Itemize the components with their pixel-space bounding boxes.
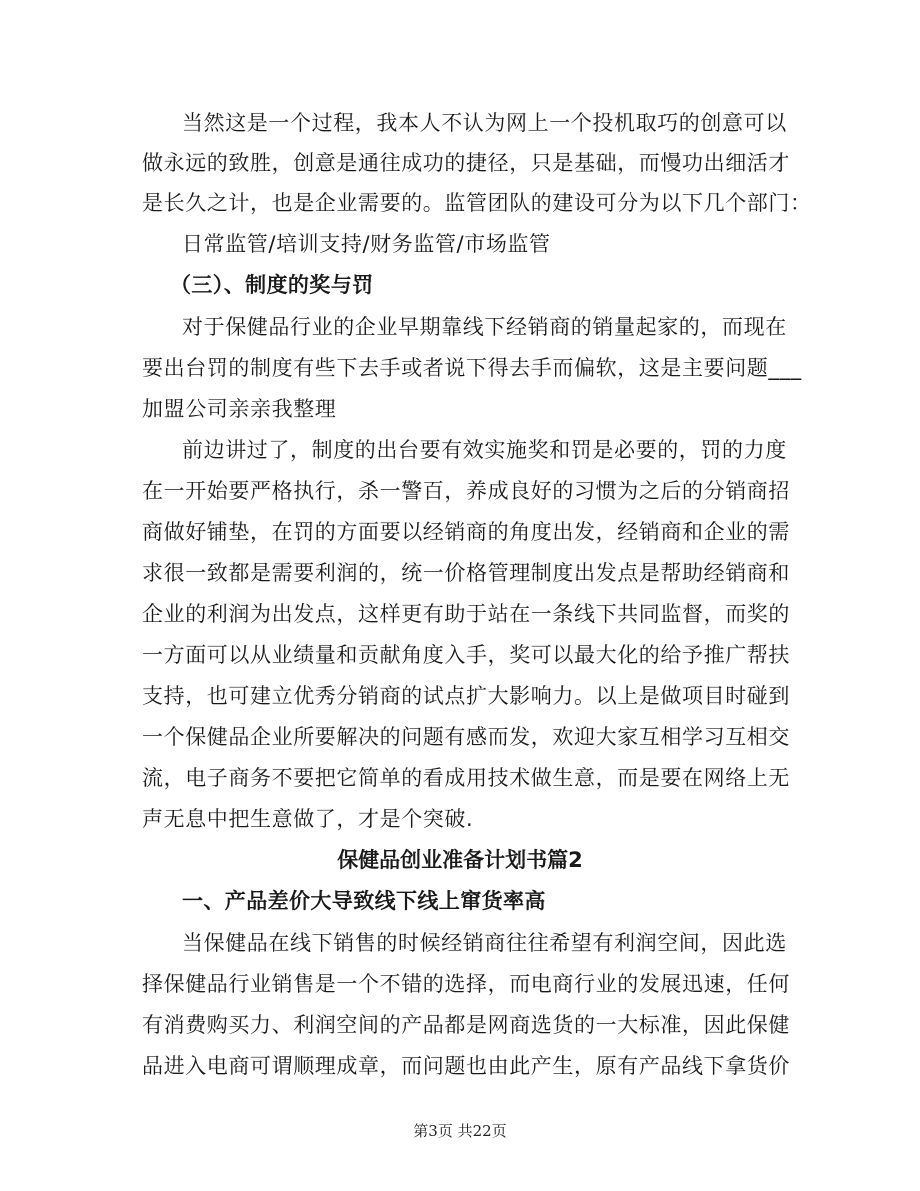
paragraph-1-line-2: 做永远的致胜，创意是通往成功的捷径，只是基础，而慢功出细活才 (142, 151, 790, 175)
paragraph-2-line-3: 加盟公司亲亲我整理 (142, 397, 337, 421)
paragraph-1-line-1: 当然这是一个过程，我本人不认为网上一个投机取巧的创意可以 (182, 111, 787, 135)
paragraph-3-line-2: 在一开始要严格执行，杀一警百，养成良好的习惯为之后的分销商招 (142, 479, 790, 503)
paragraph-3-line-3: 商做好铺垫，在罚的方面要以经销商的角度出发，经销商和企业的需 (142, 520, 790, 544)
paragraph-4-line-3: 有消费购买力、利润空间的产品都是网商选货的一大标准，因此保健 (142, 1013, 790, 1037)
paragraph-3-line-4: 求很一致都是需要利润的，统一价格管理制度出发点是帮助经销商和 (142, 561, 790, 585)
paragraph-3-line-1: 前边讲过了，制度的出台要有效实施奖和罚是必要的，罚的力度 (182, 438, 787, 462)
paragraph-2-line-2: 要出台罚的制度有些下去手或者说下得去手而偏软，这是主要问题___ (142, 356, 802, 380)
paragraph-4-line-1: 当保健品在线下销售的时候经销商往往希望有利润空间，因此选 (182, 931, 787, 955)
paragraph-3-line-7: 支持，也可建立优秀分销商的试点扩大影响力。以上是做项目时碰到 (142, 684, 790, 708)
page-footer: 第3页 共22页 (413, 1122, 507, 1140)
section-heading-3: （三）、制度的奖与罚 (170, 273, 374, 297)
section-title: 保健品创业准备计划书篇2 (337, 848, 583, 872)
paragraph-3-line-6: 一方面可以从业绩量和贡献角度入手，奖可以最大化的给予推广帮扶 (142, 643, 790, 667)
paragraph-1-line-3: 是长久之计，也是企业需要的。监管团队的建设可分为以下几个部门： (142, 191, 812, 215)
paragraph-3-line-8: 一个保健品企业所要解决的问题有感而发，欢迎大家互相学习互相交 (142, 725, 790, 749)
paragraph-4-line-2: 择保健品行业销售是一个不错的选择，而电商行业的发展迅速，任何 (142, 972, 790, 996)
paragraph-1-line-4: 日常监管/培训支持/财务监管/市场监管 (182, 232, 551, 256)
paragraph-3-line-9: 流，电子商务不要把它简单的看成用技术做生意，而是要在网络上无 (142, 766, 790, 790)
paragraph-2-line-1: 对于保健品行业的企业早期靠线下经销商的销量起家的，而现在 (182, 315, 787, 339)
subsection-heading-1: 一、产品差价大导致线下线上窜货率高 (182, 889, 546, 913)
paragraph-4-line-4: 品进入电商可谓顺理成章，而问题也由此产生，原有产品线下拿货价 (142, 1054, 790, 1078)
paragraph-3-line-10: 声无息中把生意做了，才是个突破. (142, 807, 474, 831)
paragraph-3-line-5: 企业的利润为出发点，这样更有助于站在一条线下共同监督，而奖的 (142, 602, 790, 626)
